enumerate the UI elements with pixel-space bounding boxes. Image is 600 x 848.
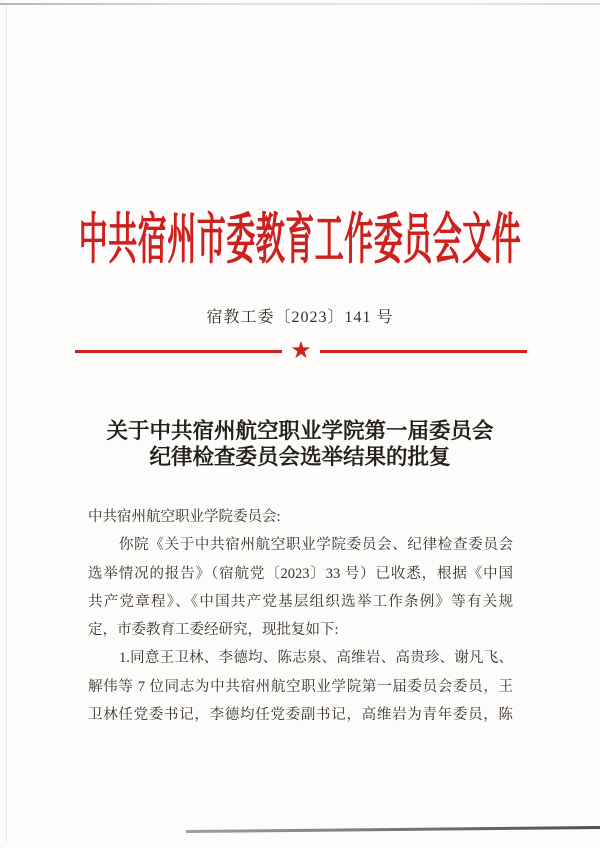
doc-number: 宿教工委〔2023〕141 号 — [206, 309, 394, 326]
body-line: 解伟等 7 位同志为中共宿州航空职业学院第一届委员会委员，王 — [88, 678, 513, 695]
letterhead — [0, 197, 600, 272]
scan-edge-bottom — [186, 826, 600, 832]
red-line-right — [320, 350, 527, 353]
body-line: 卫林任党委书记，李德均任党委副书记，高维岩为青年委员，陈 — [88, 707, 513, 724]
star-icon: ★ — [290, 338, 312, 364]
red-divider — [75, 339, 527, 364]
body-line: 中共宿州航空职业学院委员会: — [88, 509, 281, 525]
letterhead-title: 中共宿州市委教育工作委员会文件 — [78, 210, 522, 272]
body-line: 1.同意王卫林、李德均、陈志泉、高维岩、高贵珍、谢凡飞、 — [119, 650, 513, 667]
body-line: 定，市委教育工委经研究，现批复如下: — [88, 622, 339, 639]
document-title-line2: 纪律检查委员会选举结果的批复 — [149, 445, 451, 469]
document-body — [88, 503, 513, 729]
body-line: 选举情况的报告》（宿航党〔2023〕33 号）已收悉，根据《中国 — [88, 565, 513, 582]
body-line: 共产党章程》、《中国共产党基层组织选举工作条例》等有关规 — [88, 593, 513, 610]
red-line-left — [75, 350, 282, 353]
scan-edge-top — [0, 3, 600, 5]
document-title-line1: 关于中共宿州航空职业学院第一届委员会 — [106, 419, 494, 443]
document-title — [0, 418, 600, 470]
body-line: 你院《关于中共宿州航空职业学院委员会、纪律检查委员会 — [119, 537, 513, 554]
